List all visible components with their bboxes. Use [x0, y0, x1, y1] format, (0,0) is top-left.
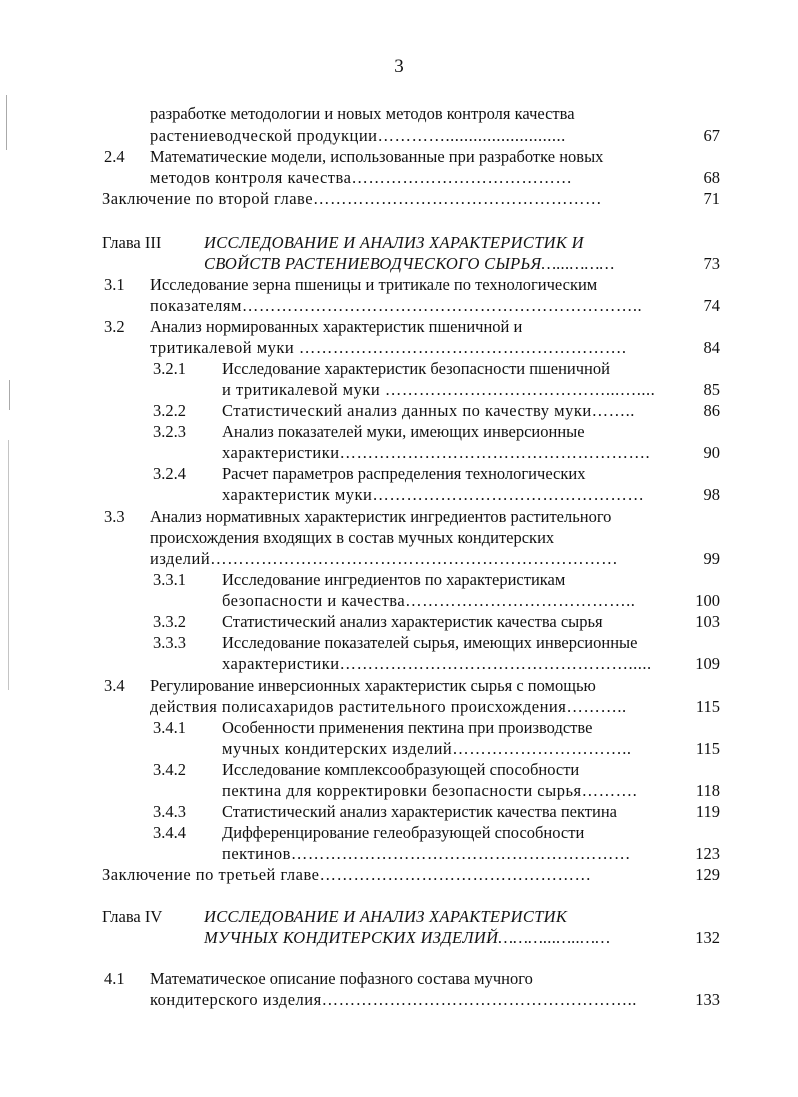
toc-entry-text: Статистический анализ данных по качеству муки…….. — [222, 401, 635, 420]
toc-section-number: 3.2.2 — [153, 401, 186, 420]
toc-page-number: 67 — [703, 126, 720, 145]
toc-page-number: 99 — [703, 549, 720, 568]
toc-page-number: 71 — [703, 189, 720, 208]
page-number: 3 — [394, 56, 404, 77]
toc-entry-text: Исследование зерна пшеницы и тритикале по технологическим — [150, 275, 598, 294]
toc-page-number: 115 — [695, 739, 720, 758]
toc-page-number: 74 — [703, 296, 720, 315]
toc-section-number: 3.3.1 — [153, 570, 186, 589]
toc-section-number: 3.4 — [104, 676, 125, 695]
toc-section-number: 3.4.1 — [153, 718, 186, 737]
toc-section-number: 3.2.4 — [153, 464, 186, 483]
toc-section-number: 3.2 — [104, 317, 125, 336]
toc-entry-text: Регулирование инверсионных характеристик сырья с помощью — [150, 676, 596, 695]
toc-section-number: 3.3 — [104, 507, 125, 526]
toc-entry-text: Расчет параметров распределения технологических — [222, 464, 586, 483]
toc-section-number: 3.4.3 — [153, 802, 186, 821]
toc-entry-text: действия полисахаридов растительного происхождения……….. — [150, 697, 627, 716]
scan-artifact — [8, 440, 9, 690]
toc-page-number: 85 — [703, 380, 720, 399]
toc-entry-text: Заключение по третьей главе………………………………………… — [102, 865, 592, 884]
toc-page-number: 109 — [695, 654, 720, 673]
toc-page-number: 115 — [695, 697, 720, 716]
toc-entry-text: показателям…………………………………………………………….. — [150, 296, 643, 315]
toc-page-number: 90 — [703, 443, 720, 462]
toc-entry-text: пектина для корректировки безопасности сырья………. — [222, 781, 638, 800]
toc-section-number: 3.3.2 — [153, 612, 186, 631]
toc-entry-text: Исследование характеристик безопасности пшеничной — [222, 359, 610, 378]
toc-entry-text: Исследование комплексообразующей способности — [222, 760, 580, 779]
toc-page-number: 98 — [703, 485, 720, 504]
toc-section-number: 4.1 — [104, 969, 125, 988]
toc-page-number: 103 — [695, 612, 720, 631]
toc-entry-text: Анализ нормированных характеристик пшеничной и — [150, 317, 523, 336]
toc-chapter-title: МУЧНЫХ КОНДИТЕРСКИХ ИЗДЕЛИЙ………...…..…… — [204, 928, 611, 947]
toc-entry-text: методов контроля качества………………………………… — [150, 168, 573, 187]
toc-entry-text: характеристики……………………………………………..... — [222, 654, 652, 673]
scan-artifact — [9, 380, 10, 410]
toc-entry-text: Статистический анализ характеристик качества сырья — [222, 612, 603, 631]
scan-artifact — [6, 95, 7, 150]
toc-page-number: 118 — [695, 781, 720, 800]
toc-page-number: 132 — [695, 928, 720, 947]
toc-entry-text: Математические модели, использованные при разработке новых — [150, 147, 604, 166]
toc-section-number: 3.3.3 — [153, 633, 186, 652]
toc-entry-text: безопасности и качества………………………………….. — [222, 591, 636, 610]
toc-entry-text: мучных кондитерских изделий………………………….. — [222, 739, 632, 758]
toc-entry-text: происхождения входящих в состав мучных кондитерских — [150, 528, 555, 547]
toc-entry-text: Анализ нормативных характеристик ингредиентов растительного — [150, 507, 612, 526]
toc-page-number: 129 — [695, 865, 720, 884]
toc-entry-text: Особенности применения пектина при производстве — [222, 718, 593, 737]
toc-page-number: 123 — [695, 844, 720, 863]
toc-chapter-title: СВОЙСТВ РАСТЕНИЕВОДЧЕСКОГО СЫРЬЯ…...……… — [204, 254, 615, 273]
toc-page-number: 68 — [703, 168, 720, 187]
toc-page-number: 119 — [695, 802, 720, 821]
toc-entry-text: кондитерского изделия……………………………………………….. — [150, 990, 637, 1009]
toc-chapter-label: Глава IV — [102, 907, 163, 926]
toc-section-number: 3.4.2 — [153, 760, 186, 779]
toc-chapter-title: ИССЛЕДОВАНИЕ И АНАЛИЗ ХАРАКТЕРИСТИК — [204, 907, 568, 926]
toc-page-number: 133 — [695, 990, 720, 1009]
toc-entry-text: характеристик муки………………………………………… — [222, 485, 645, 504]
toc-chapter-label: Глава III — [102, 233, 162, 252]
toc-entry-text: разработке методологии и новых методов контроля качества — [150, 104, 575, 123]
toc-entry-text: растениеводческой продукции………….......................... — [150, 126, 566, 145]
toc-entry-text: Исследование показателей сырья, имеющих инверсионные — [222, 633, 638, 652]
toc-entry-text: Анализ показателей муки, имеющих инверсионные — [222, 422, 585, 441]
toc-chapter-title: ИССЛЕДОВАНИЕ И АНАЛИЗ ХАРАКТЕРИСТИК И — [204, 233, 584, 252]
toc-entry-text: и тритикалевой муки …………………………………...….... — [222, 380, 656, 399]
toc-section-number: 2.4 — [104, 147, 125, 166]
toc-section-number: 3.4.4 — [153, 823, 186, 842]
toc-page-number: 84 — [703, 338, 720, 357]
toc-page-number: 100 — [695, 591, 720, 610]
toc-page-number: 86 — [703, 401, 720, 420]
toc-entry-text: Исследование ингредиентов по характеристикам — [222, 570, 566, 589]
toc-section-number: 3.1 — [104, 275, 125, 294]
toc-entry-text: пектинов…………………………………………………… — [222, 844, 631, 863]
toc-page-number: 73 — [703, 254, 720, 273]
toc-entry-text: Статистический анализ характеристик качества пектина — [222, 802, 618, 821]
toc-section-number: 3.2.1 — [153, 359, 186, 378]
toc-entry-text: тритикалевой муки …………………………………………………. — [150, 338, 627, 357]
toc-entry-text: Математическое описание пофазного состава мучного — [150, 969, 533, 988]
toc-entry-text: характеристики………………………………………………. — [222, 443, 651, 462]
toc-entry-text: Дифференцирование гелеобразующей способности — [222, 823, 585, 842]
toc-entry-text: Заключение по второй главе…………………………………………… — [102, 189, 603, 208]
toc-entry-text: изделий……………………………………………………………… — [150, 549, 619, 568]
toc-section-number: 3.2.3 — [153, 422, 186, 441]
